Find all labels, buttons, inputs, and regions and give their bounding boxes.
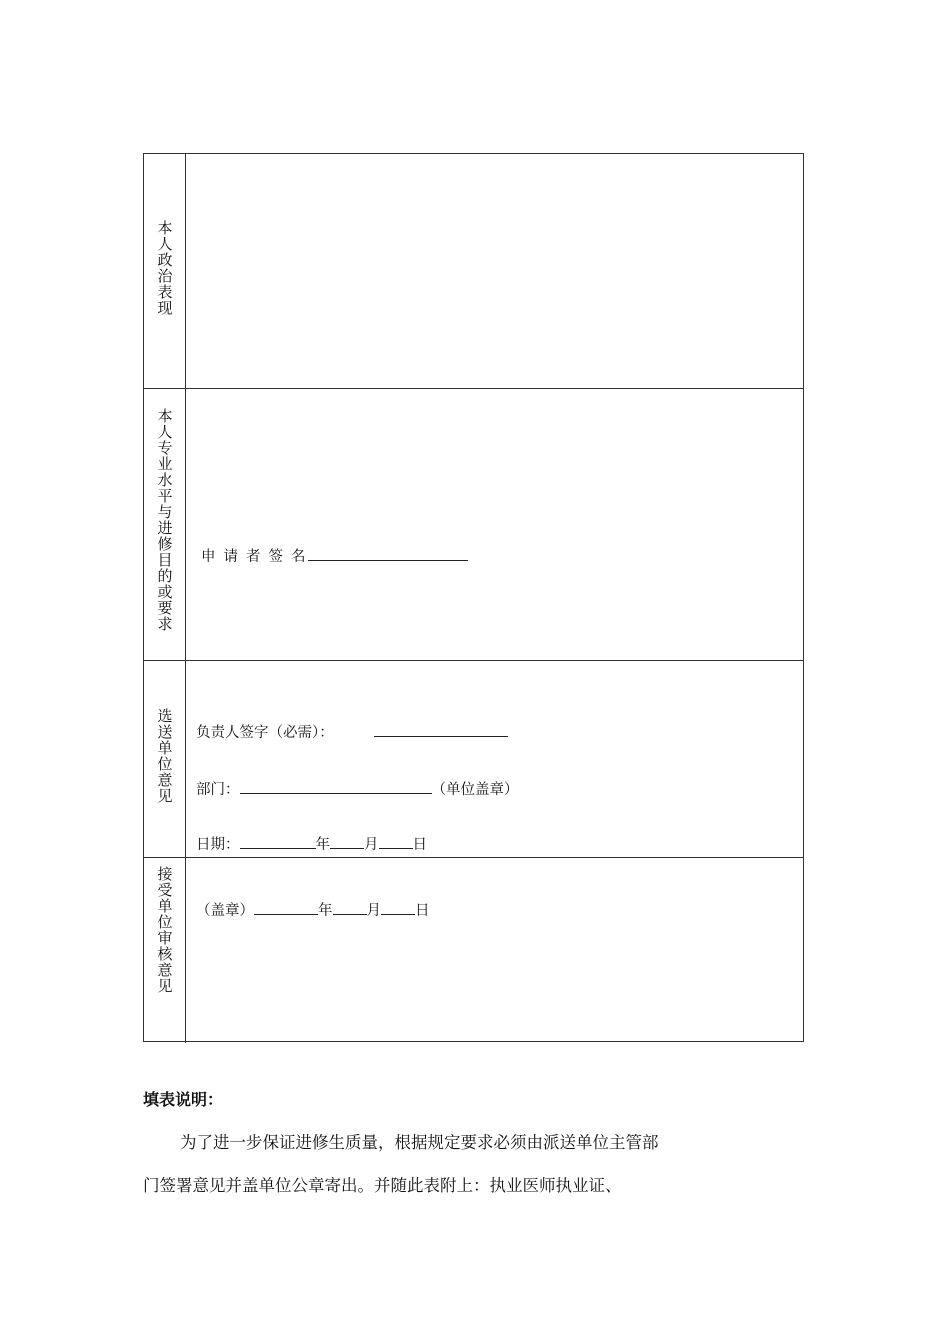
applicant-signature-label: 申请者签名	[201, 549, 314, 565]
political-performance-label-cell	[144, 154, 186, 388]
notes-paragraph-line-1: 为了进一步保证进修生质量，根据规定要求必须由派送单位主管部	[180, 1133, 659, 1152]
political-performance-label: 本人政治表现	[155, 220, 174, 316]
professional-level-row	[144, 389, 803, 661]
receiving-stamp-date-line	[196, 899, 430, 920]
receiving-day-blank[interactable]	[381, 900, 415, 915]
applicant-signature-blank[interactable]	[308, 546, 468, 561]
receiving-unit-label-cell	[144, 858, 186, 1043]
professional-level-label-cell	[144, 389, 186, 660]
receiving-unit-label: 接受单位审核意见	[155, 866, 174, 994]
date-year-blank[interactable]	[240, 834, 316, 849]
application-form-table	[143, 153, 804, 1042]
professional-level-field[interactable]	[186, 389, 803, 660]
department-blank[interactable]	[240, 779, 432, 794]
notes-title: 填表说明：	[143, 1090, 224, 1109]
sending-unit-field	[186, 661, 803, 857]
leader-signature-blank[interactable]	[374, 722, 508, 737]
professional-level-label: 本人专业水平与进修目的或要求	[155, 408, 174, 632]
department-label: 部门：	[196, 782, 240, 798]
political-performance-row	[144, 154, 803, 389]
leader-signature-line	[196, 721, 508, 742]
receiving-stamp-label: （盖章）	[196, 903, 254, 919]
date-day-blank[interactable]	[379, 834, 413, 849]
receiving-month-label: 月	[366, 903, 381, 919]
receiving-unit-field	[186, 858, 803, 1043]
notes-paragraph-line-2: 门签署意见并盖单位公章寄出。并随此表附上：执业医师执业证、	[143, 1176, 622, 1195]
leader-signature-label: 负责人签字（必需）：	[196, 725, 334, 741]
day-label: 日	[412, 837, 427, 853]
month-label: 月	[364, 837, 379, 853]
sending-unit-row	[144, 661, 803, 858]
sending-date-line	[196, 833, 427, 854]
receiving-day-label: 日	[415, 903, 430, 919]
date-month-blank[interactable]	[330, 834, 364, 849]
receiving-year-label: 年	[318, 903, 333, 919]
year-label: 年	[315, 837, 330, 853]
department-line	[196, 778, 519, 799]
sending-unit-label-cell	[144, 661, 186, 857]
receiving-month-blank[interactable]	[333, 900, 367, 915]
sending-unit-label: 选送单位意见	[155, 708, 174, 804]
receiving-unit-row	[144, 858, 803, 1043]
applicant-signature-line	[201, 545, 468, 566]
receiving-year-blank[interactable]	[254, 900, 318, 915]
political-performance-field[interactable]	[186, 154, 803, 388]
unit-stamp-label: （单位盖章）	[431, 782, 519, 798]
date-label: 日期：	[196, 837, 240, 853]
